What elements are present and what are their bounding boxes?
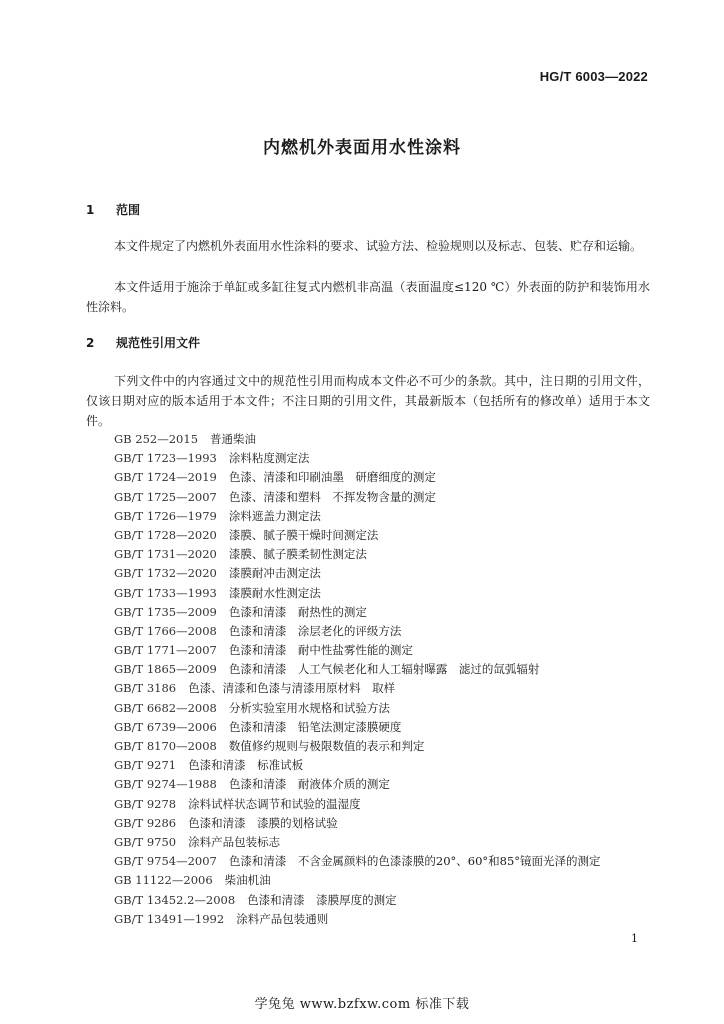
reference-item <box>114 468 601 487</box>
reference-code: GB/T 9754—2007 <box>114 854 217 869</box>
reference-code: GB/T 1766—2008 <box>114 623 217 638</box>
reference-item <box>114 852 601 871</box>
reference-title: 色漆和清漆 人工气候老化和人工辐射曝露 滤过的氙弧辐射 <box>228 662 540 677</box>
footer-watermark: 学兔兔 www.bzfxw.com 标准下载 <box>254 997 470 1012</box>
reference-item <box>114 718 601 737</box>
reference-code: GB/T 13491—1992 <box>114 911 225 926</box>
reference-title: 涂料遮盖力测定法 <box>228 508 321 523</box>
section-2-heading <box>86 334 200 351</box>
reference-title: 色漆和清漆 耐热性的测定 <box>228 604 367 619</box>
section-title: 范围 <box>116 203 141 217</box>
reference-title: 色漆和清漆 耐液体介质的测定 <box>228 777 390 792</box>
reference-title: 涂料试样状态调节和试验的温湿度 <box>188 796 361 811</box>
reference-item <box>114 545 601 564</box>
reference-item <box>114 430 601 449</box>
reference-title: 普通柴油 <box>210 432 257 446</box>
reference-code: GB/T 1732—2020 <box>114 566 217 581</box>
reference-code: GB/T 1724—2019 <box>114 470 217 485</box>
reference-title: 色漆和清漆 标准试板 <box>188 758 304 773</box>
reference-title: 色漆、清漆和印刷油墨 研磨细度的测定 <box>228 470 436 485</box>
reference-code: GB/T 6739—2006 <box>114 719 217 734</box>
reference-title: 涂料产品包装标志 <box>188 834 281 849</box>
reference-code: GB/T 1733—1993 <box>114 585 217 600</box>
reference-title: 漆膜耐水性测定法 <box>228 585 321 600</box>
reference-item <box>114 603 601 622</box>
reference-item <box>114 660 601 679</box>
paragraph-text: 本文件适用于施涂于单缸或多缸往复式内燃机非高温（表面温度≤120 ℃）外表面的防护和装饰用水性涂料。 <box>86 280 650 314</box>
reference-code: GB 11122—2006 <box>114 873 213 888</box>
reference-title: 色漆和清漆 漆膜的划格试验 <box>188 815 338 830</box>
reference-code: GB 252—2015 <box>114 432 199 446</box>
reference-code: GB/T 1726—1979 <box>114 508 217 523</box>
reference-title: 色漆和清漆 不含金属颜料的色漆漆膜的20°、60°和85°镜面光泽的测定 <box>228 854 601 869</box>
scope-paragraph-1 <box>86 236 650 256</box>
reference-item <box>114 756 601 775</box>
reference-item <box>114 814 601 833</box>
reference-code: GB/T 1725—2007 <box>114 489 217 504</box>
reference-title: 色漆、清漆和色漆与清漆用原材料 取样 <box>188 681 396 696</box>
paragraph-text: 下列文件中的内容通过文中的规范性引用而构成本文件必不可少的条款。其中，注日期的引用文件，仅该日期对应的版本适用于本文件；不注日期的引用文件，其最新版本（包括所有的修改单）适用于本文件。 <box>86 374 650 428</box>
reference-title: 色漆和清漆 耐中性盐雾性能的测定 <box>228 643 413 658</box>
reference-code: GB/T 1723—1993 <box>114 451 217 466</box>
reference-title: 分析实验室用水规格和试验方法 <box>228 700 390 715</box>
reference-item <box>114 641 601 660</box>
reference-item <box>114 449 601 468</box>
normative-references-intro <box>86 371 650 431</box>
reference-item <box>114 507 601 526</box>
reference-item <box>114 795 601 814</box>
section-title: 规范性引用文件 <box>116 336 201 350</box>
reference-item <box>114 833 601 852</box>
standard-code: HG/T 6003—2022 <box>539 69 648 84</box>
reference-code: GB/T 3186 <box>114 681 177 696</box>
reference-title: 漆膜耐冲击测定法 <box>228 566 321 581</box>
reference-item <box>114 526 601 545</box>
reference-code: GB/T 9286 <box>114 815 177 830</box>
reference-code: GB/T 9750 <box>114 834 177 849</box>
reference-title: 色漆和清漆 铅笔法测定漆膜硬度 <box>228 719 402 734</box>
reference-code: GB/T 1731—2020 <box>114 547 217 562</box>
reference-item <box>114 737 601 756</box>
reference-item <box>114 699 601 718</box>
reference-code: GB/T 1735—2009 <box>114 604 217 619</box>
reference-code: GB/T 13452.2—2008 <box>114 892 236 907</box>
reference-item <box>114 622 601 641</box>
section-number: 1 <box>86 203 95 217</box>
section-1-heading <box>86 201 140 218</box>
reference-title: 漆膜、腻子膜干燥时间测定法 <box>228 527 379 542</box>
reference-item <box>114 910 601 929</box>
reference-title: 色漆和清漆 漆膜厚度的测定 <box>247 892 397 907</box>
reference-item <box>114 584 601 603</box>
reference-code: GB/T 9271 <box>114 758 177 773</box>
reference-code: GB/T 9274—1988 <box>114 777 217 792</box>
reference-item <box>114 564 601 583</box>
reference-title: 漆膜、腻子膜柔韧性测定法 <box>228 547 367 562</box>
scope-paragraph-2 <box>86 277 650 317</box>
reference-code: GB/T 1865—2009 <box>114 662 217 677</box>
page-number: 1 <box>631 932 638 945</box>
reference-code: GB/T 1728—2020 <box>114 527 217 542</box>
reference-list <box>114 430 601 929</box>
reference-title: 涂料产品包装通则 <box>236 911 329 926</box>
section-number: 2 <box>86 336 95 350</box>
reference-item <box>114 891 601 910</box>
document-title: 内燃机外表面用水性涂料 <box>263 138 461 158</box>
reference-title: 涂料粘度测定法 <box>228 451 310 466</box>
reference-title: 色漆、清漆和塑料 不挥发物含量的测定 <box>228 489 436 504</box>
reference-code: GB/T 6682—2008 <box>114 700 217 715</box>
reference-title: 数值修约规则与极限数值的表示和判定 <box>228 739 425 753</box>
reference-title: 柴油机油 <box>224 873 271 888</box>
reference-title: 色漆和清漆 涂层老化的评级方法 <box>228 623 402 638</box>
paragraph-text: 本文件规定了内燃机外表面用水性涂料的要求、试验方法、检验规则以及标志、包装、贮存和运输。 <box>114 239 643 253</box>
reference-code: GB/T 9278 <box>114 796 177 811</box>
reference-item <box>114 775 601 794</box>
reference-item <box>114 871 601 890</box>
reference-code: GB/T 8170—2008 <box>114 739 217 753</box>
reference-item <box>114 679 601 698</box>
reference-code: GB/T 1771—2007 <box>114 643 217 658</box>
reference-item <box>114 488 601 507</box>
